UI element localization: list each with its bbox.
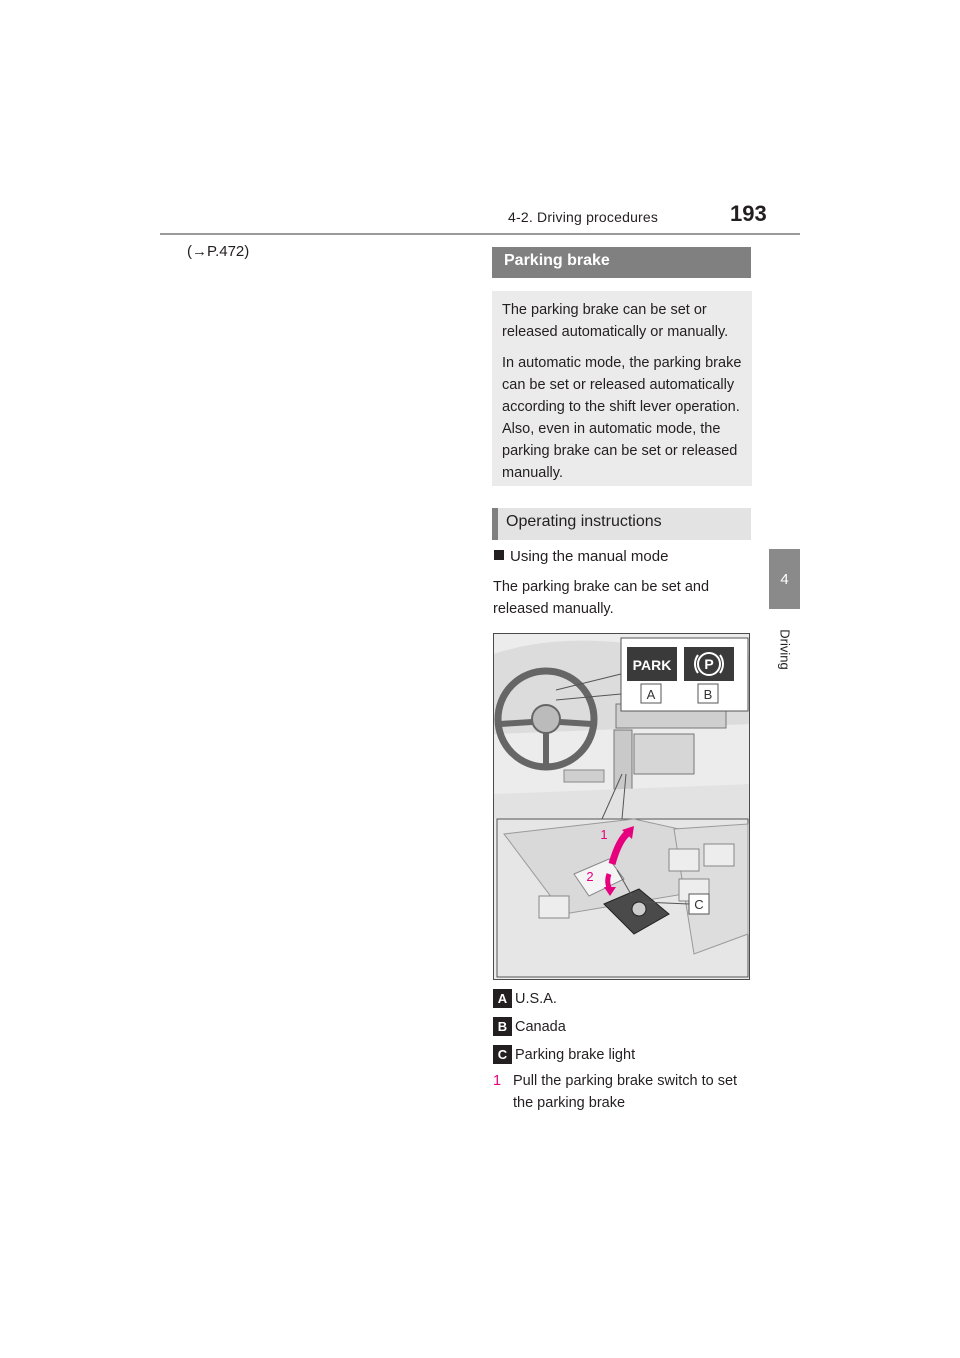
operating-instructions-heading: Operating instructions — [492, 508, 751, 540]
step-text: Pull the parking brake switch to set the parking brake — [513, 1073, 738, 1111]
legend-item — [493, 989, 557, 1008]
legend-badge: C — [493, 1045, 512, 1064]
park-text: PARK — [632, 657, 672, 673]
parking-brake-info-box — [492, 291, 752, 486]
legend-badge: A — [493, 989, 512, 1008]
parking-brake-illustration — [493, 633, 750, 980]
legend-text: Parking brake light — [515, 1046, 636, 1063]
p-symbol-text: P — [704, 656, 714, 672]
illustration-svg — [494, 634, 750, 980]
section-title: 4-2. Driving procedures — [508, 209, 659, 225]
legend-badge: B — [493, 1017, 512, 1036]
manual-mode-body: The parking brake can be set and released manually. — [493, 579, 710, 617]
callout-c-label: C — [694, 897, 704, 912]
chapter-label: Driving — [777, 629, 793, 670]
legend-text: U.S.A. — [515, 990, 557, 1007]
callout-a-label: A — [646, 687, 656, 702]
parking-brake-heading: Parking brake — [492, 247, 751, 278]
step-number: 1 — [493, 1073, 502, 1089]
legend-text: Canada — [515, 1018, 566, 1035]
info-paragraph: The parking brake can be set or released automatically or manually. — [502, 302, 729, 340]
step-item — [493, 1070, 753, 1114]
header-divider — [160, 233, 800, 235]
info-paragraph: In automatic mode, the parking brake can be set or released automatically according to the shift lever operation. Also, even in automatic mode, the parking brake can be set or released manually. — [502, 355, 742, 481]
manual-mode-subheading — [494, 548, 668, 565]
square-bullet-icon — [494, 550, 504, 560]
chapter-tab: 4 — [769, 549, 800, 609]
page-reference: (→P.472) — [187, 243, 250, 260]
arrow-2-label: 2 — [586, 869, 594, 884]
subheading-text: Using the manual mode — [510, 548, 669, 565]
page-number: 193 — [730, 201, 767, 226]
arrow-1-label: 1 — [600, 827, 608, 842]
callout-b-label: B — [703, 687, 713, 702]
legend-item — [493, 1017, 566, 1036]
legend-item — [493, 1045, 635, 1064]
